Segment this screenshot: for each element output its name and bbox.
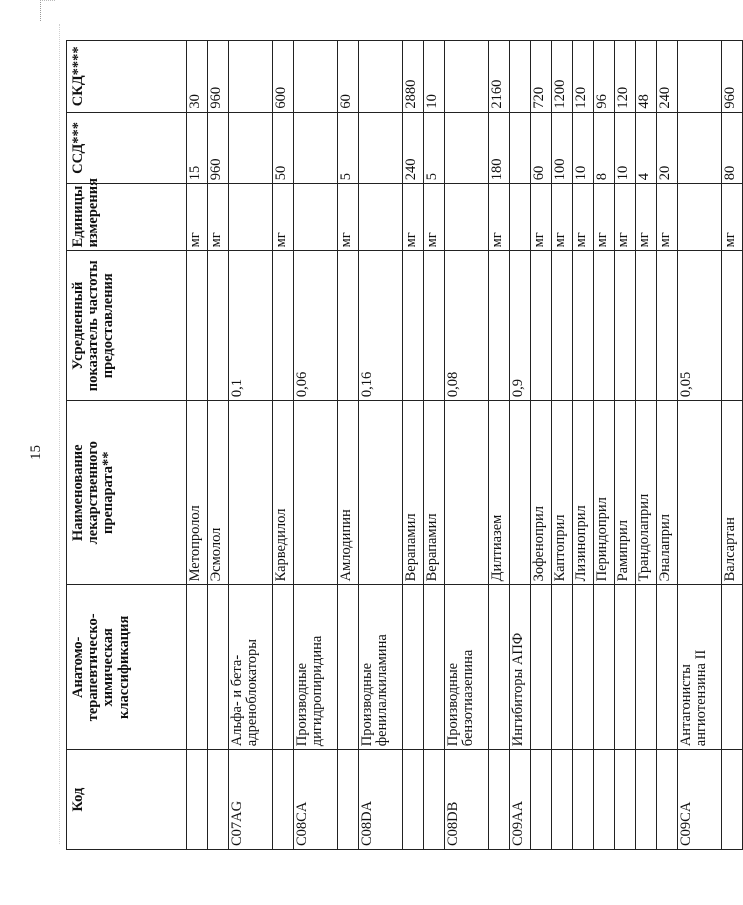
cell-drug-name [229, 401, 273, 585]
cell-skd: 720 [531, 41, 552, 113]
cell-ssd: 50 [273, 112, 294, 184]
cell-drug-name: Периндоприл [594, 401, 615, 585]
cell-skd [294, 41, 338, 113]
cell-unit: мг [615, 184, 636, 251]
cell-drug-name: Эналаприл [657, 401, 678, 585]
cell-frequency [489, 251, 510, 401]
cell-skd: 120 [615, 41, 636, 113]
cell-frequency [403, 251, 424, 401]
cell-code [657, 750, 678, 850]
table-row [489, 41, 510, 850]
cell-frequency: 0,16 [359, 251, 403, 401]
cell-ssd [294, 112, 338, 184]
cell-skd: 10 [424, 41, 445, 113]
cell-frequency [722, 251, 743, 401]
cell-drug-name [445, 401, 489, 585]
table-row [531, 41, 552, 850]
cell-drug-name: Метопролол [187, 401, 208, 585]
cell-code: C07AG [229, 750, 273, 850]
cell-skd [678, 41, 722, 113]
cell-frequency [338, 251, 359, 401]
table-row [273, 41, 294, 850]
cell-frequency [552, 251, 573, 401]
cell-drug-name: Зофеноприл [531, 401, 552, 585]
cell-code [573, 750, 594, 850]
cell-code [552, 750, 573, 850]
table-row [294, 41, 338, 850]
table-body [187, 41, 743, 850]
cell-frequency [187, 251, 208, 401]
cell-unit: мг [187, 184, 208, 251]
cell-skd [510, 41, 531, 113]
cell-drug-name: Верапамил [403, 401, 424, 585]
cell-skd: 960 [722, 41, 743, 113]
cell-ssd [510, 112, 531, 184]
cell-frequency: 0,06 [294, 251, 338, 401]
cell-ssd: 5 [424, 112, 445, 184]
table-row [722, 41, 743, 850]
cell-drug-name [678, 401, 722, 585]
cell-ssd [359, 112, 403, 184]
header-unit: Единицы измерения [67, 184, 187, 251]
cell-frequency [615, 251, 636, 401]
cell-drug-name: Верапамил [424, 401, 445, 585]
cell-atc-group [657, 585, 678, 750]
cell-code [722, 750, 743, 850]
cell-frequency [594, 251, 615, 401]
scan-artifact [40, 0, 55, 21]
cell-atc-group [552, 585, 573, 750]
cell-ssd: 20 [657, 112, 678, 184]
cell-code [273, 750, 294, 850]
cell-frequency: 0,05 [678, 251, 722, 401]
cell-unit: мг [552, 184, 573, 251]
cell-ssd: 100 [552, 112, 573, 184]
table-row [424, 41, 445, 850]
cell-drug-name: Рамиприл [615, 401, 636, 585]
cell-unit: мг [722, 184, 743, 251]
header-atc: Анатомо-терапевтическо-химическая классификация [67, 585, 187, 750]
cell-frequency [273, 251, 294, 401]
cell-drug-name: Дилтиазем [489, 401, 510, 585]
cell-ssd: 80 [722, 112, 743, 184]
cell-ssd: 960 [208, 112, 229, 184]
table-header-row [67, 41, 187, 850]
cell-ssd: 60 [531, 112, 552, 184]
cell-atc-group [208, 585, 229, 750]
header-skd: СКД**** [67, 41, 187, 113]
cell-atc-group [573, 585, 594, 750]
table-row [338, 41, 359, 850]
cell-skd: 120 [573, 41, 594, 113]
scan-artifact-line [59, 24, 60, 844]
table-row [445, 41, 489, 850]
table-row [573, 41, 594, 850]
cell-atc-group: Производные фенилалкиламина [359, 585, 403, 750]
table-row [657, 41, 678, 850]
header-ssd: ССД*** [67, 112, 187, 184]
table-row [403, 41, 424, 850]
page-number: 15 [28, 445, 44, 461]
cell-skd [445, 41, 489, 113]
cell-ssd: 8 [594, 112, 615, 184]
cell-code [615, 750, 636, 850]
cell-code [208, 750, 229, 850]
cell-drug-name [294, 401, 338, 585]
cell-atc-group: Производные дигидропиридина [294, 585, 338, 750]
table-row [552, 41, 573, 850]
cell-unit: мг [636, 184, 657, 251]
table-row [615, 41, 636, 850]
cell-atc-group [594, 585, 615, 750]
cell-atc-group [187, 585, 208, 750]
cell-atc-group [489, 585, 510, 750]
table-row [678, 41, 722, 850]
cell-skd [359, 41, 403, 113]
table-row [636, 41, 657, 850]
cell-skd: 2160 [489, 41, 510, 113]
cell-frequency [573, 251, 594, 401]
cell-drug-name: Трандолаприл [636, 401, 657, 585]
cell-unit: мг [573, 184, 594, 251]
cell-skd: 600 [273, 41, 294, 113]
header-drug: Наименование лекарственного препарата** [67, 401, 187, 585]
header-code: Код [67, 750, 187, 850]
cell-code: C08DA [359, 750, 403, 850]
cell-code [187, 750, 208, 850]
cell-atc-group [722, 585, 743, 750]
table-row [229, 41, 273, 850]
table-row [594, 41, 615, 850]
cell-unit: мг [594, 184, 615, 251]
cell-drug-name: Эсмолол [208, 401, 229, 585]
cell-atc-group [424, 585, 445, 750]
cell-skd [229, 41, 273, 113]
cell-code: C08CA [294, 750, 338, 850]
cell-atc-group [403, 585, 424, 750]
cell-atc-group [636, 585, 657, 750]
cell-ssd [678, 112, 722, 184]
cell-unit: мг [338, 184, 359, 251]
cell-code: C09CA [678, 750, 722, 850]
cell-frequency [208, 251, 229, 401]
cell-code: C08DB [445, 750, 489, 850]
cell-atc-group [531, 585, 552, 750]
rotated-table-container [66, 40, 738, 850]
cell-unit: мг [657, 184, 678, 251]
cell-skd: 30 [187, 41, 208, 113]
cell-code [489, 750, 510, 850]
cell-skd: 2880 [403, 41, 424, 113]
cell-drug-name [359, 401, 403, 585]
cell-code [424, 750, 445, 850]
cell-skd: 960 [208, 41, 229, 113]
cell-frequency: 0,1 [229, 251, 273, 401]
cell-ssd: 10 [615, 112, 636, 184]
cell-ssd: 15 [187, 112, 208, 184]
cell-skd: 48 [636, 41, 657, 113]
cell-skd: 96 [594, 41, 615, 113]
cell-ssd [229, 112, 273, 184]
cell-ssd: 4 [636, 112, 657, 184]
cell-frequency: 0,9 [510, 251, 531, 401]
cell-code [594, 750, 615, 850]
cell-frequency [531, 251, 552, 401]
cell-frequency [636, 251, 657, 401]
table-row [510, 41, 531, 850]
cell-unit [359, 184, 403, 251]
cell-atc-group [273, 585, 294, 750]
table-row [359, 41, 403, 850]
cell-ssd: 180 [489, 112, 510, 184]
cell-unit: мг [424, 184, 445, 251]
table-row [187, 41, 208, 850]
cell-ssd [445, 112, 489, 184]
cell-unit: мг [208, 184, 229, 251]
cell-unit [445, 184, 489, 251]
cell-skd: 240 [657, 41, 678, 113]
cell-ssd: 240 [403, 112, 424, 184]
cell-drug-name: Карведилол [273, 401, 294, 585]
cell-drug-name [510, 401, 531, 585]
cell-code [403, 750, 424, 850]
header-freq: Усредненный показатель частоты предоставления [67, 251, 187, 401]
cell-ssd: 5 [338, 112, 359, 184]
cell-atc-group: Производные бензотиазепина [445, 585, 489, 750]
cell-code [636, 750, 657, 850]
cell-unit [294, 184, 338, 251]
cell-unit: мг [273, 184, 294, 251]
cell-frequency [657, 251, 678, 401]
cell-atc-group: Альфа- и бета-адреноблокаторы [229, 585, 273, 750]
cell-unit: мг [489, 184, 510, 251]
table-row [208, 41, 229, 850]
cell-code [338, 750, 359, 850]
cell-unit: мг [403, 184, 424, 251]
cell-drug-name: Лизиноприл [573, 401, 594, 585]
cell-code [531, 750, 552, 850]
drug-table [66, 40, 743, 850]
cell-drug-name: Валсартан [722, 401, 743, 585]
cell-frequency [424, 251, 445, 401]
cell-drug-name: Амлодипин [338, 401, 359, 585]
cell-unit: мг [531, 184, 552, 251]
cell-skd: 60 [338, 41, 359, 113]
cell-atc-group: Ингибиторы АПФ [510, 585, 531, 750]
cell-frequency: 0,08 [445, 251, 489, 401]
cell-atc-group: Антагонисты ангиотензина II [678, 585, 722, 750]
cell-atc-group [338, 585, 359, 750]
cell-atc-group [615, 585, 636, 750]
cell-unit [678, 184, 722, 251]
cell-ssd: 10 [573, 112, 594, 184]
cell-unit [229, 184, 273, 251]
cell-skd: 1200 [552, 41, 573, 113]
cell-drug-name: Каптоприл [552, 401, 573, 585]
cell-unit [510, 184, 531, 251]
cell-code: C09AA [510, 750, 531, 850]
